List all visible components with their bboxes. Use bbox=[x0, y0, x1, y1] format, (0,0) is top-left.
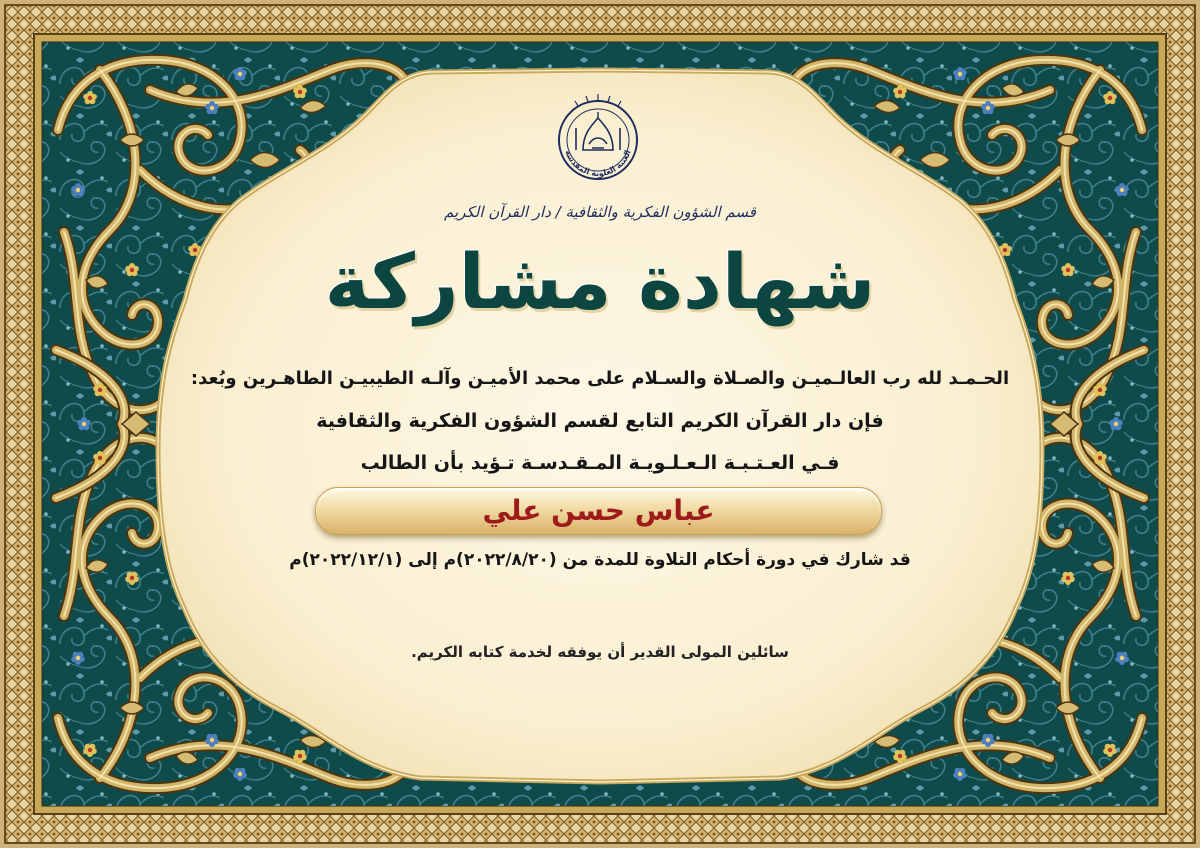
department-line: قسم الشؤون الفكرية والثقافية / دار القرآن الكريم bbox=[444, 203, 756, 221]
opening-line: الحـمـد لله رب العالـميـن والصـلاة والسـلام على محمد الأميـن وآلـه الطيبيـن الطاهـرين وبُعد: bbox=[190, 368, 1010, 389]
closing-line: سائلين المولى القدير أن يوفقه لخدمة كتابه الكريم. bbox=[411, 643, 789, 661]
body-line-1: فإن دار القرآن الكريم التابع لقسم الشؤون الفكرية والثقافية bbox=[316, 410, 884, 432]
student-name-banner bbox=[315, 487, 882, 535]
emblem-arc-textpath: العتبة العلوية المقدسة bbox=[563, 148, 633, 179]
course-line: قد شارك في دورة أحكام التلاوة للمدة من (٢٠٢٢/٨/٢٠)م إلى (٢٠٢٢/١٢/١)م bbox=[289, 550, 911, 570]
certificate-title: شهادة مشاركة bbox=[324, 237, 876, 326]
student-name: عباس حسن علي bbox=[482, 494, 715, 527]
body-line-2: فـي العـتـبـة الـعـلـويـة المـقـدسـة تـؤيد بأن الطالب bbox=[360, 452, 840, 474]
